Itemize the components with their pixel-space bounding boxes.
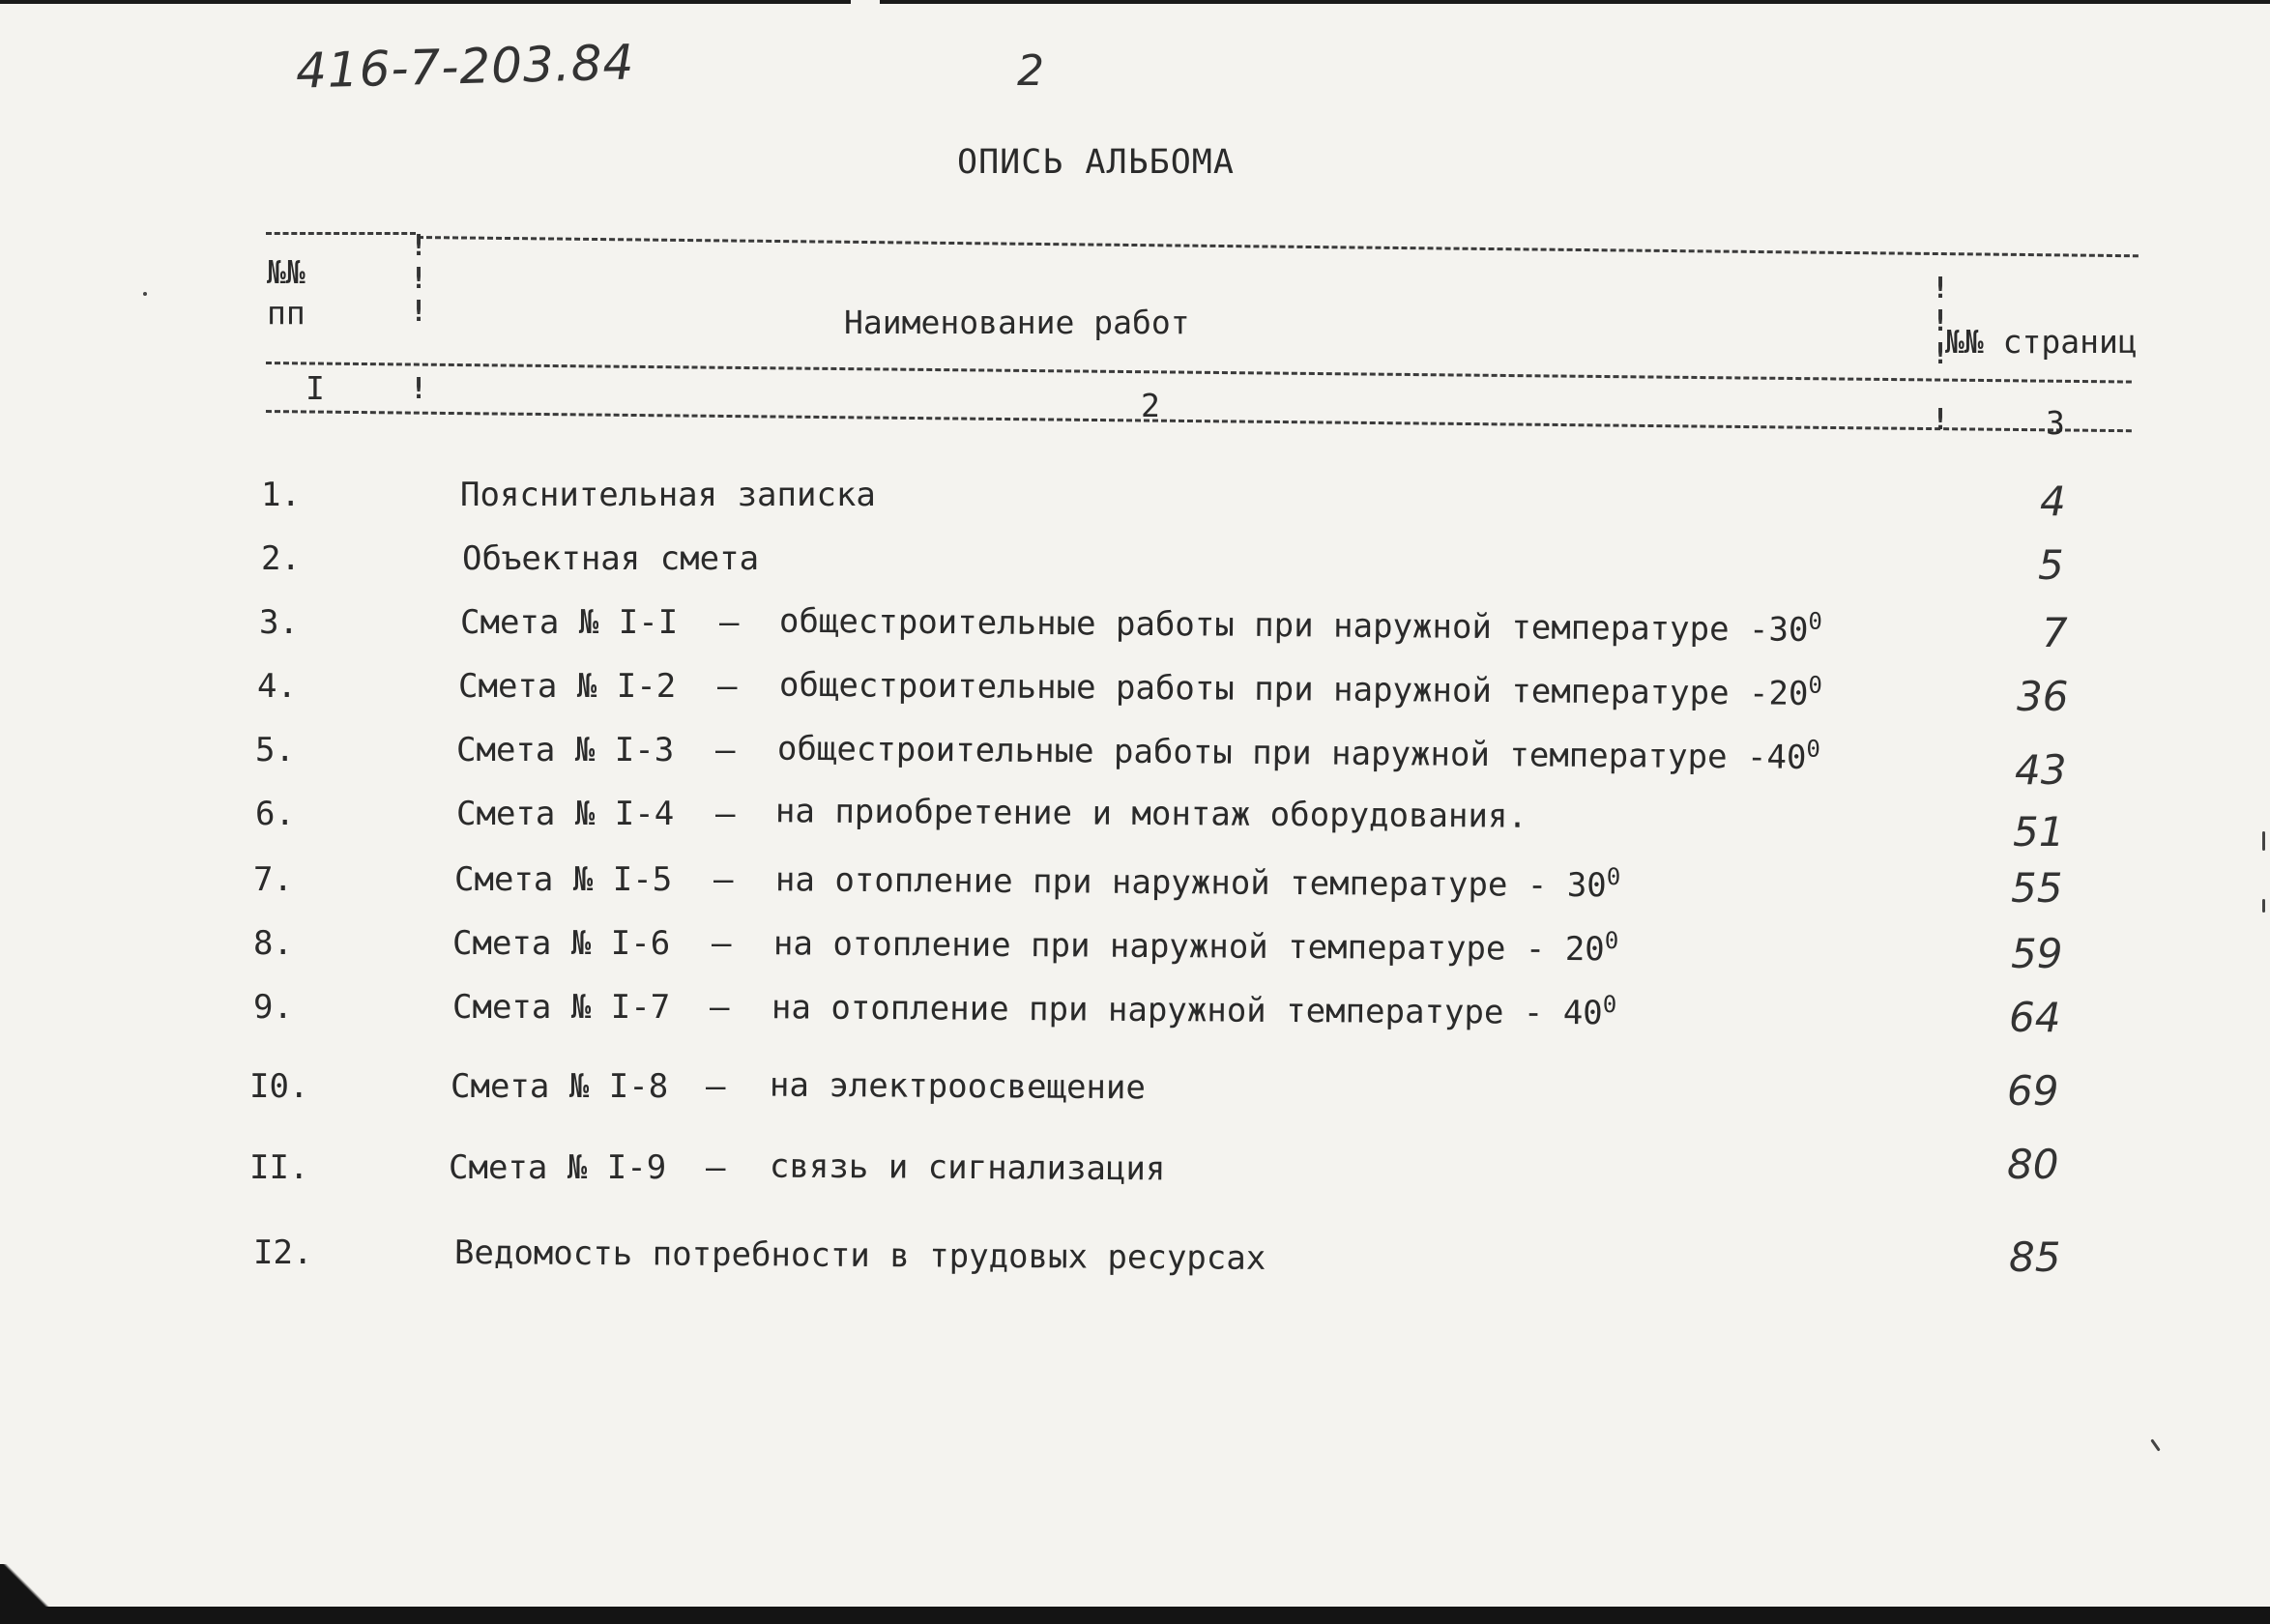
dust-speck [2262, 899, 2265, 913]
separator-dash: – [710, 988, 730, 1027]
header-pages: №№ страниц [1945, 323, 2138, 361]
item-number: 6. [255, 795, 295, 833]
dust-speck [2150, 1438, 2160, 1451]
page-ref: 69 [2007, 1067, 2059, 1115]
document-title: ОПИСЬ АЛЬБОМА [957, 143, 1235, 182]
item-number: 9. [253, 988, 293, 1027]
item-number: 4. [257, 667, 297, 706]
column-divider-mark: ! [1932, 403, 1950, 437]
table-top-rule [418, 236, 2139, 257]
estimate-code: Смета № I-7 [452, 988, 671, 1027]
separator-dash: – [713, 860, 734, 899]
item-number: 5. [255, 731, 295, 769]
item-name: на отопление при наружной температуре - 30 [774, 860, 1607, 906]
item-name: на приобретение и монтаж оборудования. [774, 792, 1528, 836]
item-name: связь и сигнализация [769, 1146, 1166, 1189]
header-separator-rule [266, 362, 2132, 384]
page-ref: 85 [2009, 1233, 2061, 1281]
degree-mark: 0 [1604, 926, 1619, 955]
dust-speck [143, 292, 147, 296]
estimate-code: Смета № I-3 [456, 731, 675, 769]
item-number: 8. [253, 924, 293, 963]
column-number-rule [266, 410, 2132, 432]
item-name: Объектная смета [462, 539, 760, 578]
page-ref: 36 [2017, 673, 2069, 720]
separator-dash: – [712, 924, 732, 963]
page-ref: 5 [2038, 541, 2064, 589]
item-name: Ведомость потребности в трудовых ресурсах [453, 1233, 1266, 1278]
estimate-code: Смета № I-I [460, 603, 679, 642]
page-number: 2 [1017, 46, 1044, 96]
column-number-1: I [306, 369, 325, 407]
page-ref: 4 [2040, 478, 2066, 525]
header-num-sub: пп [267, 294, 306, 332]
item-number: I2. [253, 1233, 313, 1272]
separator-dash: – [706, 1148, 726, 1187]
separator-dash: – [719, 603, 740, 642]
estimate-code: Смета № I-5 [454, 860, 673, 899]
item-number: 2. [261, 539, 301, 578]
dust-speck [2262, 831, 2265, 851]
page-ref: 80 [2007, 1141, 2059, 1188]
estimate-code: Смета № I-2 [458, 667, 677, 706]
degree-mark: 0 [1808, 671, 1823, 699]
page-ref: 7 [2042, 609, 2068, 656]
header-name: Наименование работ [844, 304, 1190, 341]
column-divider-mark: ! [410, 372, 428, 406]
item-name: общестроительные работы при наружной температуре -20 [778, 665, 1809, 713]
column-divider-mark: ! ! ! [410, 229, 428, 329]
page-ref: 51 [2013, 808, 2065, 856]
scan-corner-shadow [0, 1564, 58, 1612]
estimate-code: Смета № I-8 [451, 1067, 669, 1106]
page-ref: 55 [2011, 864, 2063, 912]
item-number: 3. [259, 603, 299, 642]
item-number: 7. [253, 860, 293, 899]
separator-dash: – [706, 1067, 726, 1106]
degree-mark: 0 [1808, 607, 1823, 635]
item-name: на отопление при наружной температуре - 40 [771, 988, 1603, 1033]
item-name: общестроительные работы при наружной температуре -30 [778, 601, 1809, 650]
header-num: №№ [267, 253, 306, 291]
degree-mark: 0 [1606, 862, 1621, 891]
degree-mark: 0 [1602, 990, 1617, 1019]
estimate-code: Смета № I-6 [452, 924, 671, 963]
page-ref: 43 [2015, 746, 2067, 794]
document-code: 416-7-203.84 [295, 34, 635, 100]
table-top-rule-left [266, 232, 416, 235]
column-number-3: 3 [2046, 404, 2065, 442]
item-name: на отопление при наружной температуре - 20 [772, 924, 1605, 970]
page-ref: 59 [2011, 930, 2063, 977]
page-ref: 64 [2009, 994, 2061, 1041]
column-divider-mark: ! ! ! [1932, 272, 1950, 371]
estimate-code: Смета № I-4 [456, 795, 675, 833]
column-number-2: 2 [1141, 387, 1160, 424]
scan-bottom-edge [0, 1607, 2270, 1624]
item-number: II. [249, 1148, 309, 1187]
separator-dash: – [715, 795, 736, 833]
degree-mark: 0 [1806, 735, 1821, 763]
separator-dash: – [715, 731, 736, 769]
item-name: Пояснительная записка [460, 476, 876, 514]
item-name: общестроительные работы при наружной температуре -40 [776, 729, 1807, 777]
item-number: I0. [249, 1067, 309, 1106]
item-number: 1. [261, 476, 301, 514]
estimate-code: Смета № I-9 [449, 1148, 667, 1187]
separator-dash: – [717, 667, 738, 706]
scan-top-edge [0, 0, 2270, 4]
item-name: на электроосвещение [769, 1065, 1147, 1108]
